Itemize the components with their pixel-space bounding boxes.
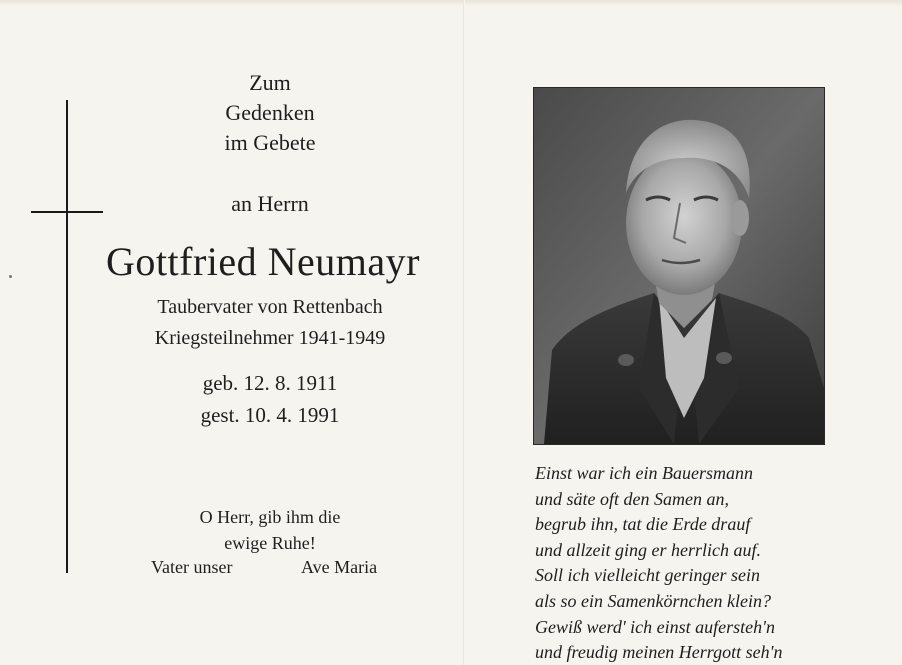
poem-line-4: und allzeit ging er herrlich auf. [535, 539, 761, 560]
heading-line-3: im Gebete [224, 130, 316, 155]
poem-line-3: begrub ihn, tat die Erde drauf [535, 514, 751, 535]
poem-line-7: Gewiß werd' ich einst aufersteh'n [535, 616, 776, 637]
poem-line-6: als so ein Samenkörnchen klein? [535, 590, 771, 611]
title-line-2: Kriegsteilnehmer 1941-1949 [154, 327, 386, 349]
paper-edge-shadow [0, 0, 902, 6]
death-date: gest. 10. 4. 1991 [200, 403, 340, 427]
paper-speck [9, 275, 12, 278]
title-line-1: Taubervater von Rettenbach [157, 296, 383, 318]
birth-date: geb. 12. 8. 1911 [202, 371, 338, 395]
cross-icon-vertical [66, 100, 68, 573]
prayer-ave-maria: Ave Maria [301, 557, 378, 577]
prayer-vater-unser: Vater unser [151, 557, 233, 577]
addressee: an Herrn [231, 191, 309, 216]
poem [535, 461, 895, 665]
portrait-photo [533, 87, 825, 445]
heading-line-1: Zum [249, 70, 291, 95]
poem-line-8: und freudig meinen Herrgott seh'n [535, 642, 783, 663]
poem-line-2: und säte oft den Samen an, [535, 488, 729, 509]
poem-line-1: Einst war ich ein Bauersmann [535, 463, 753, 483]
heading-line-2: Gedenken [225, 100, 315, 125]
prayer-line-1: O Herr, gib ihm die [199, 507, 341, 527]
poem-line-5: Soll ich vielleicht geringer sein [535, 565, 760, 586]
card-fold [463, 0, 465, 665]
portrait-image [534, 88, 824, 444]
deceased-name: Gottfried Neumayr [106, 239, 420, 284]
prayer-line-2: ewige Ruhe! [224, 533, 316, 553]
